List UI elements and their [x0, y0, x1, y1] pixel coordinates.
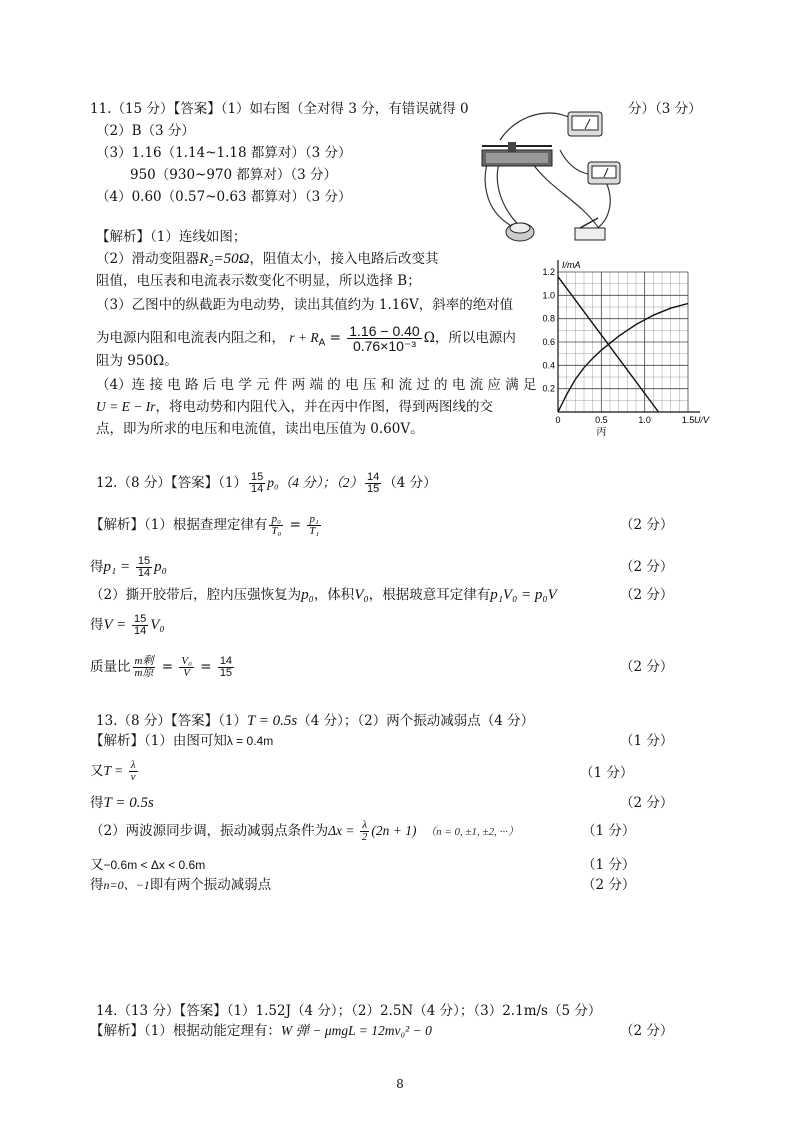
x-tick-label: 0.5: [595, 415, 608, 425]
y-tick-label: 0.8: [542, 313, 555, 324]
ammeter-icon: [588, 162, 620, 184]
battery-icon: [506, 223, 534, 241]
q11-answer-4: （4）0.60（0.57~0.63 都算对）（3 分）: [96, 189, 352, 205]
q12-score-2: （2 分）: [620, 559, 674, 575]
y-tick-label: 0.6: [542, 337, 555, 347]
q13-score-1: （1 分）: [620, 733, 674, 749]
q11-answer-2: （2）B（3 分）: [96, 123, 195, 139]
q13-analysis-4: （2）两波源同步调，振动减弱点条件为Δx = $\frac{\lambda}{2}$ (2n + 1) （n = 0, ±1, ±2, ···）: [90, 819, 519, 843]
page-number: 8: [396, 1077, 404, 1091]
q11-answer-head: 11.（15 分）【答案】（1）如右图（全对得 3 分，有错误就得 0: [90, 101, 469, 117]
q12-score-5: （2 分）: [620, 659, 674, 675]
rheostat-icon: [482, 142, 552, 166]
q12-score-1: （2 分）: [620, 517, 674, 533]
switch-icon: [575, 218, 605, 240]
y-axis-label: I/mA: [562, 260, 581, 270]
circuit-figure: [470, 100, 630, 250]
q13-analysis-3: 得T = 0.5s: [90, 795, 154, 811]
q11-answer-3b: 950（930~970 都算对）（3 分）: [130, 167, 338, 183]
q11-analysis-8: U = E − Ir，将电动势和内阻代入，并在丙中作图，得到两图线的交: [96, 399, 493, 415]
chart-title: 丙: [596, 427, 607, 437]
x-tick-label: 1.5: [681, 415, 695, 425]
q11-answer-3: （3）1.16（1.14~1.18 都算对）（3 分）: [96, 145, 352, 161]
q14-analysis-1: 【解析】（1）根据动能定理有：W 弹 − μmgL = 12mv₀² − 0: [90, 1023, 432, 1039]
q13-analysis-5: 又−0.6m < Δx < 0.6m: [90, 857, 206, 873]
y-tick-label: 0.4: [542, 360, 555, 371]
q13-answer-head: 13.（8 分）【答案】（1）T = 0.5s（4 分）；（2）两个振动减弱点（4 分）: [96, 713, 535, 729]
q11-analysis-3: 阻值，电压表和电流表示数变化不明显，所以选择 B；: [96, 273, 421, 289]
y-tick-label: 1.0: [542, 290, 555, 301]
q12-analysis-2: 得p₁ = $\frac{15}{14}$ p₀: [90, 555, 167, 579]
q13-score-2: （1 分）: [580, 765, 634, 781]
q13-score-6: （2 分）: [582, 877, 636, 893]
q11-analysis-2: （2）滑动变阻器R₂=50Ω，阻值太小，接入电路后改变其: [96, 251, 439, 267]
q11-analysis-7: （4）连 接 电 路 后 电 学 元 件 两 端 的 电 压 和 流 过 的 电 流 应 满 足: [96, 377, 537, 393]
q14-answer-head: 14.（13 分）【答案】（1）1.52J（4 分）；（2）2.5N（4 分）；（3）2.1m/s（5 分）: [96, 1003, 602, 1019]
q13-score-4: （1 分）: [582, 823, 636, 839]
y-tick-label: 1.2: [542, 267, 555, 277]
q14-score-1: （2 分）: [620, 1023, 674, 1039]
q11-analysis-6: 阻为 950Ω。: [96, 353, 178, 369]
q11-answer-score: 分）（3 分）: [628, 101, 702, 117]
q13-score-5: （1 分）: [582, 857, 636, 873]
x-tick-label: 1.0: [638, 415, 651, 425]
iu-chart: [538, 252, 718, 437]
q12-analysis-3: （2）撕开胶带后，腔内压强恢复为p₀，体积V₀，根据玻意耳定律有p₁V₀ = p₀V: [90, 587, 557, 603]
q12-analysis-5: 质量比 $\frac{\text{m剩}}{\text{m原}}$ = $\frac{\text{V₀}}{V}$ = $\frac{14}{15}$: [90, 655, 233, 679]
q13-analysis-2: 又T = $\frac{\lambda}{v}$: [90, 759, 136, 783]
q11-analysis-1: 【解析】（1）连线如图；: [96, 229, 247, 245]
q12-analysis-4: 得V = $\frac{15}{14}$ V₀: [90, 613, 165, 637]
q11-analysis-5: 为电源内阻和电流表内阻之和， $r + R_A$ = $\frac{1.16 - 0.40}{\text{0.76×10⁻³}}$ Ω，所以电源内: [96, 323, 516, 354]
y-tick-label: 0.2: [542, 383, 555, 394]
q12-answer-head: 12.（8 分）【答案】（1） $\frac{15}{14}$ p₀（4 分）；（2） $\frac{14}{15}$ （4 分）: [96, 471, 437, 495]
series-line-2: [558, 304, 688, 413]
x-axis-label: U/V: [694, 415, 710, 425]
q12-score-3: （2 分）: [620, 587, 674, 603]
q13-analysis-6: 得n=0、−1即有两个振动减弱点: [90, 877, 272, 893]
q11-analysis-9: 点，即为所求的电压和电流值，读出电压值为 0.60V。: [96, 421, 424, 437]
x-tick-label: 0: [555, 415, 561, 425]
q11-analysis-4: （3）乙图中的纵截距为电动势，读出其值约为 1.16V，斜率的绝对值: [96, 297, 514, 313]
voltmeter-icon: [568, 112, 602, 136]
q12-analysis-1: 【解析】（1）根据查理定律有 $\frac{\text{p₀}}{\text{T₀}}$ = $\frac{\text{p₁}}{\text{T₁}}$: [90, 513, 320, 537]
q13-analysis-1: 【解析】（1）由图可知λ = 0.4m: [90, 733, 274, 749]
q13-score-3: （2 分）: [620, 795, 674, 811]
